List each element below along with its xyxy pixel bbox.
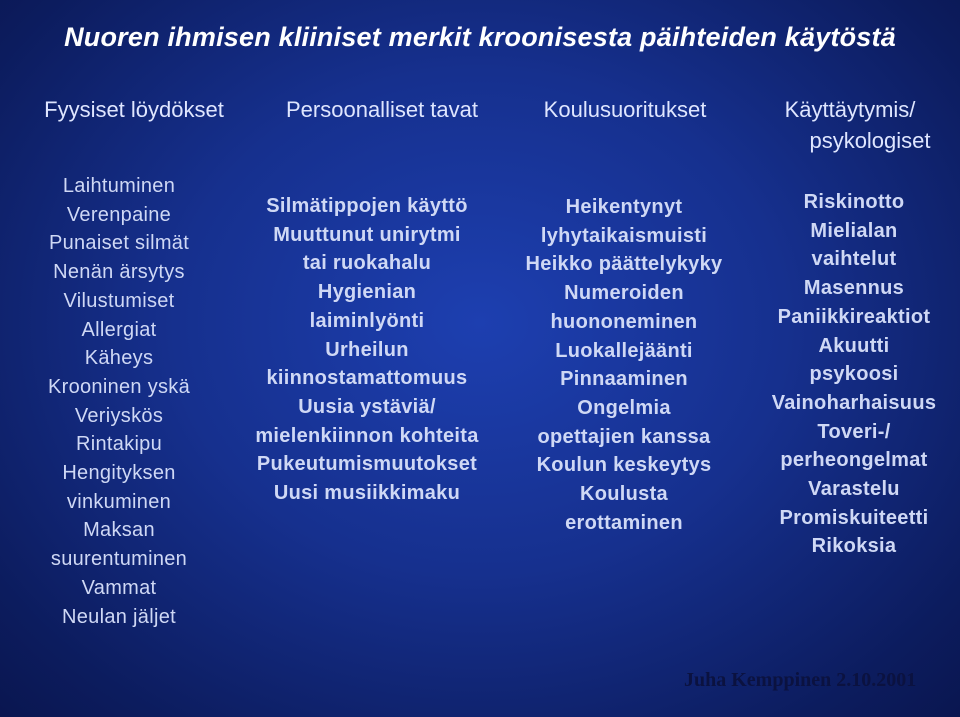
list-item: Muuttunut unirytmi [273,223,461,246]
header-behavior-line1: Käyttäytymis/ [784,97,916,122]
list-item: perheongelmat [780,449,928,472]
list-item: Uusi musiikkimaku [273,482,461,505]
list-item: lyhytaikaismuisti [540,224,708,247]
list-item: Silmätippojen käyttö [266,195,468,217]
list-item: Käheys [84,347,154,370]
list-item: Riskinotto [803,191,905,213]
list-item: Koulun keskeytys [536,454,712,477]
header-behavior-line2: psykologiset [809,128,931,153]
list-item: Veriyskös [74,404,164,427]
list-item: Krooninen yskä [47,375,191,398]
list-item: Toveri-/ [817,420,891,443]
list-item: Vainoharhaisuus [771,391,937,414]
list-item: Nenän ärsytys [53,261,185,284]
list-item: kiinnostamattomuus [266,367,468,390]
list-item: Ongelmia [577,396,671,419]
column-school [506,193,742,537]
list-item: Promiskuiteetti [779,506,929,529]
header-school: Koulusuoritukset [543,97,707,122]
list-item: opettajien kanssa [537,425,711,448]
list-item: Neulan jäljet [62,605,176,628]
list-item: laiminlyönti [309,309,425,332]
list-item: Numeroiden [564,282,684,305]
list-item: Varastelu [808,478,900,501]
list-item: tai ruokahalu [302,252,432,275]
list-item: Allergiat [81,318,157,341]
list-item: Punaiset silmät [48,232,190,255]
header-personal: Persoonalliset tavat [286,97,478,122]
list-item: Uusia ystäviä/ [298,395,436,418]
header-behavior [746,94,954,156]
list-item: Rikoksia [811,535,897,558]
list-item: Pukeutumismuutokset [256,453,478,476]
footer-author-date: Juha Kemppinen 2.10.2001 [684,669,917,691]
column-personal [232,192,502,508]
list-item: Heikko päättelykyky [525,253,723,276]
column-behavior [748,188,960,561]
list-item: Masennus [803,277,905,300]
list-item: Hygienian [317,281,417,304]
list-item: Paniikkireaktiot [777,305,931,328]
list-item: Rintakipu [75,433,163,456]
list-item: Laihtuminen [62,175,176,197]
list-item: vinkuminen [66,490,172,513]
list-item: Hengityksen [62,462,176,485]
list-item: erottaminen [565,511,683,534]
list-item: psykoosi [809,363,899,386]
list-item: Pinnaaminen [560,368,688,391]
list-item: Akuutti [818,334,890,357]
list-item: mielenkiinnon kohteita [255,424,479,447]
list-item: suurentuminen [50,548,188,571]
list-item: Verenpaine [66,203,172,226]
list-item: Luokallejäänti [555,339,693,362]
list-item: Vilustumiset [63,289,175,312]
list-item: huononeminen [550,310,698,333]
list-item: Vammat [81,576,157,599]
list-item: vaihtelut [811,248,897,271]
list-item: Urheilun [325,338,409,361]
list-item: Maksan [83,519,155,542]
slide-title: Nuoren ihmisen kliiniset merkit kroonisesta päihteiden käytöstä [64,22,896,52]
list-item: Mielialan [810,219,898,242]
list-item: Koulusta [580,483,668,506]
column-physical [0,172,238,631]
list-item: Heikentynyt [565,196,683,218]
header-physical: Fyysiset löydökset [44,97,224,122]
